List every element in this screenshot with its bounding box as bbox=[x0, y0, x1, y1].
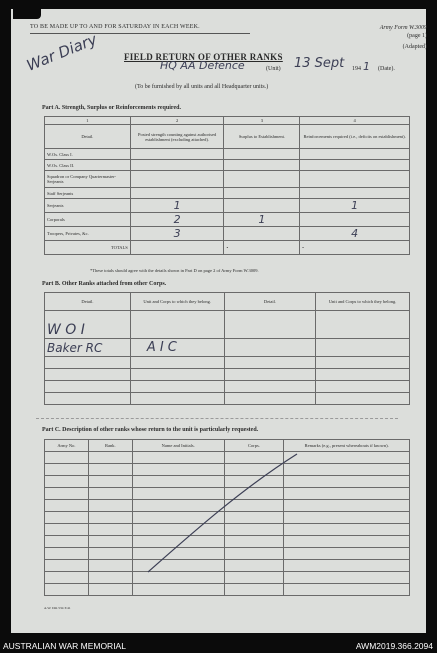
col-header: Reinforcements required (i.e., deficits on establishment). bbox=[300, 125, 410, 149]
furnish-note: (To be furnished by all units and all Headquarter units.) bbox=[135, 84, 269, 90]
page-title: FIELD RETURN OF OTHER RANKS bbox=[124, 52, 283, 62]
posted-value bbox=[130, 171, 224, 188]
part-a-heading: Part A. Strength, Surplus or Reinforcements required. bbox=[42, 105, 181, 111]
col-header: Corps. bbox=[224, 440, 284, 452]
table-row bbox=[45, 311, 410, 339]
form-reference bbox=[380, 24, 427, 51]
unit-label: (Unit) bbox=[266, 66, 281, 72]
table-row bbox=[45, 357, 410, 369]
column-number-row bbox=[45, 117, 410, 125]
col-header: Remarks (e.g., present whereabouts if known). bbox=[284, 440, 410, 452]
unit-handwritten: HQ AA Defence bbox=[160, 59, 245, 72]
posted-value: 2 bbox=[130, 213, 224, 227]
table-row bbox=[45, 199, 410, 213]
col-header: Detail. bbox=[45, 293, 131, 311]
year-handwritten: 1 bbox=[363, 60, 370, 73]
posted-value: 1 bbox=[130, 199, 224, 213]
col-header: Unit and Corps to which they belong. bbox=[316, 293, 410, 311]
table-row bbox=[45, 188, 410, 199]
tear-line bbox=[36, 418, 398, 419]
part-b-heading: Part B. Other Ranks attached from other Corps. bbox=[42, 281, 167, 287]
col-header: Detail. bbox=[224, 293, 316, 311]
row-detail: Corporals bbox=[45, 213, 131, 227]
print-code: A.W. Dm 534 3/41 bbox=[44, 606, 71, 610]
reinf-value: 4 bbox=[300, 227, 410, 241]
table-row bbox=[45, 227, 410, 241]
row-detail: Squadron or Company Quartermaster-Serjeants bbox=[45, 171, 131, 188]
surplus-value bbox=[224, 149, 300, 160]
row-detail: Troopers, Privates, &c. bbox=[45, 227, 131, 241]
year-prefix: 194 bbox=[352, 66, 361, 72]
totals-posted bbox=[130, 241, 224, 255]
posted-value bbox=[130, 188, 224, 199]
part-a-footnote: *These totals should agree with the details shown in Part D on page 2 of Army Form W.3009. bbox=[90, 268, 259, 273]
posted-value bbox=[130, 149, 224, 160]
surplus-value bbox=[224, 188, 300, 199]
archive-reference: AWM2019.366.2094 bbox=[355, 641, 433, 651]
col-number: 2 bbox=[130, 117, 224, 125]
reinf-value bbox=[300, 149, 410, 160]
reinf-value bbox=[300, 160, 410, 171]
totals-surplus: • bbox=[224, 241, 300, 255]
paper-clip-notch bbox=[13, 7, 41, 19]
table-row bbox=[45, 369, 410, 381]
table-row bbox=[45, 149, 410, 160]
col-header: Detail. bbox=[45, 125, 131, 149]
blank-cell bbox=[316, 311, 410, 339]
part-a-table bbox=[44, 116, 410, 255]
posted-value: 3 bbox=[130, 227, 224, 241]
table-row bbox=[45, 171, 410, 188]
surplus-value bbox=[224, 160, 300, 171]
attached-detail: W O I bbox=[45, 311, 131, 339]
col-number: 4 bbox=[300, 117, 410, 125]
table-row bbox=[45, 160, 410, 171]
col-header: Army No. bbox=[45, 440, 89, 452]
strike-through-line bbox=[140, 450, 310, 580]
part-c-heading: Part C. Description of other ranks whose return to the unit is particularly requested. bbox=[42, 427, 259, 433]
surplus-value bbox=[224, 227, 300, 241]
totals-reinf: • bbox=[300, 241, 410, 255]
col-header: Surplus to Establishment. bbox=[224, 125, 300, 149]
posted-value bbox=[130, 160, 224, 171]
part-b-table bbox=[44, 292, 410, 405]
top-instruction: TO BE MADE UP TO AND FOR SATURDAY IN EACH WEEK. bbox=[30, 24, 200, 30]
blank-cell bbox=[224, 311, 316, 339]
table-row bbox=[45, 393, 410, 405]
col-header: Rank. bbox=[88, 440, 132, 452]
table-row bbox=[45, 584, 410, 596]
blank-cell bbox=[316, 339, 410, 357]
row-detail: Staff Serjeants bbox=[45, 188, 131, 199]
attached-unit bbox=[130, 311, 224, 339]
row-detail: W.Os. Class I. bbox=[45, 149, 131, 160]
blank-cell bbox=[224, 339, 316, 357]
attached-unit: A I C bbox=[130, 339, 224, 357]
archive-footer bbox=[0, 638, 437, 653]
margin-note-handwritten: War Diary bbox=[24, 30, 100, 75]
col-header: Name and Initials. bbox=[132, 440, 224, 452]
surplus-value bbox=[224, 199, 300, 213]
form-adapted: (Adapted) bbox=[402, 44, 427, 50]
header-row bbox=[45, 293, 410, 311]
header-row bbox=[45, 125, 410, 149]
reinf-value bbox=[300, 188, 410, 199]
col-number: 1 bbox=[45, 117, 131, 125]
form-id: Army Form W.3009 bbox=[379, 25, 427, 31]
reinf-value: 1 bbox=[300, 199, 410, 213]
date-handwritten: 13 Sept bbox=[294, 56, 345, 71]
totals-row bbox=[45, 241, 410, 255]
table-row bbox=[45, 213, 410, 227]
row-detail: W.Os. Class II. bbox=[45, 160, 131, 171]
row-detail: Serjeants bbox=[45, 199, 131, 213]
table-row bbox=[45, 381, 410, 393]
col-header: Posted strength counting against authorised establishment (excluding attached). bbox=[130, 125, 224, 149]
surplus-value bbox=[224, 171, 300, 188]
top-rule bbox=[30, 33, 250, 34]
surplus-value: 1 bbox=[224, 213, 300, 227]
reinf-value bbox=[300, 213, 410, 227]
col-header: Unit and Corps to which they belong. bbox=[130, 293, 224, 311]
form-page: (page 1) bbox=[407, 33, 427, 39]
attached-detail: Baker RC bbox=[45, 339, 131, 357]
totals-label: TOTALS bbox=[45, 241, 131, 255]
col-number: 3 bbox=[224, 117, 300, 125]
date-label: (Date). bbox=[378, 66, 395, 72]
reinf-value bbox=[300, 171, 410, 188]
table-row bbox=[45, 339, 410, 357]
archive-name: AUSTRALIAN WAR MEMORIAL bbox=[3, 641, 126, 651]
